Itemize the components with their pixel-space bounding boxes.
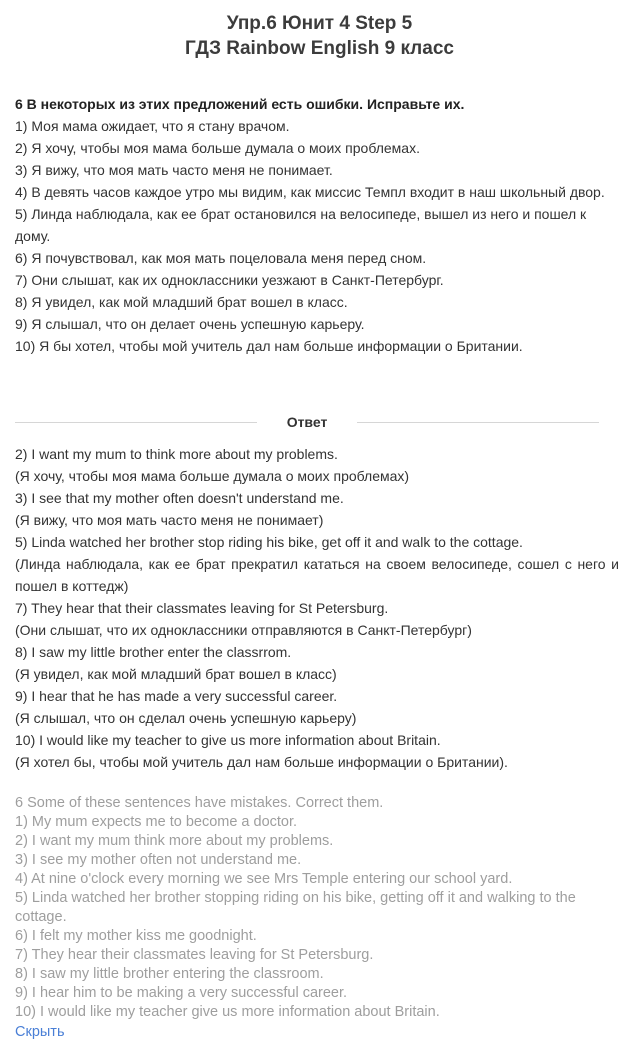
task-item: 4) В девять часов каждое утро мы видим, как миссис Темпл входит в наш школьный двор. (15, 184, 605, 200)
english-item: 7) They hear their classmates leaving for St Petersburg. (15, 947, 374, 963)
answer-line: 2) I want my mum to think more about my problems. (15, 446, 338, 462)
english-item: 10) I would like my teacher give us more information about Britain. (15, 1004, 440, 1020)
english-item: 5) Linda watched her brother stopping riding on his bike, getting off it and walking to the cottage. (15, 890, 576, 925)
task-item: 8) Я увидел, как мой младший брат вошел в класс. (15, 294, 348, 310)
answers-section (15, 443, 619, 773)
task-item: 3) Я вижу, что моя мать часто меня не понимает. (15, 162, 333, 178)
task-item: 5) Линда наблюдала, как ее брат остановился на велосипеде, вышел из него и пошел к дому. (15, 206, 587, 244)
answer-line: (Я хочу, чтобы моя мама больше думала о моих проблемах) (15, 468, 410, 484)
answer-label: Ответ (286, 414, 328, 430)
task-section (15, 93, 619, 357)
answer-line: 3) I see that my mother often doesn't understand me. (15, 490, 344, 506)
answer-line: (Я слышал, что он сделал очень успешную карьеру) (15, 710, 357, 726)
answer-line: (Я хотел бы, чтобы мой учитель дал нам больше информации о Британии). (15, 754, 508, 770)
answer-line: 9) I hear that he has made a very successful career. (15, 688, 338, 704)
task-item: 9) Я слышал, что он делает очень успешную карьеру. (15, 316, 365, 332)
page-title (0, 11, 639, 61)
task-item: 10) Я бы хотел, чтобы мой учитель дал нам больше информации о Британии. (15, 338, 523, 354)
divider-line-left (15, 422, 257, 423)
task-item: 2) Я хочу, чтобы моя мама больше думала о моих проблемах. (15, 140, 420, 156)
english-item: 4) At nine o'clock every morning we see Mrs Temple entering our school yard. (15, 871, 513, 887)
answer-line: 7) They hear that their classmates leaving for St Petersburg. (15, 600, 389, 616)
page-title-line1: Упр.6 Юнит 4 Step 5 (226, 13, 413, 34)
answer-line: 5) Linda watched her brother stop riding his bike, get off it and walk to the cottage. (15, 534, 523, 550)
english-item: 9) I hear him to be making a very successful career. (15, 985, 348, 1001)
page-title-line2: ГДЗ Rainbow English 9 класс (185, 38, 454, 59)
answer-divider (15, 409, 599, 435)
hide-link[interactable]: Скрыть (15, 1024, 65, 1040)
answer-line: (Линда наблюдала, как ее брат прекратил кататься на своем велосипеде, сошел с него и пошел в коттедж) (15, 556, 619, 594)
answer-line: (Я вижу, что моя мать часто меня не понимает) (15, 512, 324, 528)
task-heading: 6 В некоторых из этих предложений есть ошибки. Исправьте их. (15, 96, 465, 112)
answer-line: 10) I would like my teacher to give us more information about Britain. (15, 732, 441, 748)
english-item: 8) I saw my little brother entering the classroom. (15, 966, 324, 982)
english-item: 1) My mum expects me to become a doctor. (15, 814, 298, 830)
english-item: 2) I want my mum think more about my problems. (15, 833, 334, 849)
task-item: 7) Они слышат, как их одноклассники уезжают в Санкт-Петербург. (15, 272, 444, 288)
task-item: 6) Я почувствовал, как моя мать поцеловала меня перед сном. (15, 250, 427, 266)
answer-line: (Я увидел, как мой младший брат вошел в класс) (15, 666, 337, 682)
task-item: 1) Моя мама ожидает, что я стану врачом. (15, 118, 290, 134)
divider-line-right (357, 422, 599, 423)
english-item: 3) I see my mother often not understand me. (15, 852, 302, 868)
answer-line: 8) I saw my little brother enter the classrrom. (15, 644, 292, 660)
english-heading: 6 Some of these sentences have mistakes. Correct them. (15, 795, 384, 811)
answer-line: (Они слышат, что их одноклассники отправляются в Санкт-Петербург) (15, 622, 472, 638)
english-original-section (15, 794, 619, 1042)
english-item: 6) I felt my mother kiss me goodnight. (15, 928, 257, 944)
